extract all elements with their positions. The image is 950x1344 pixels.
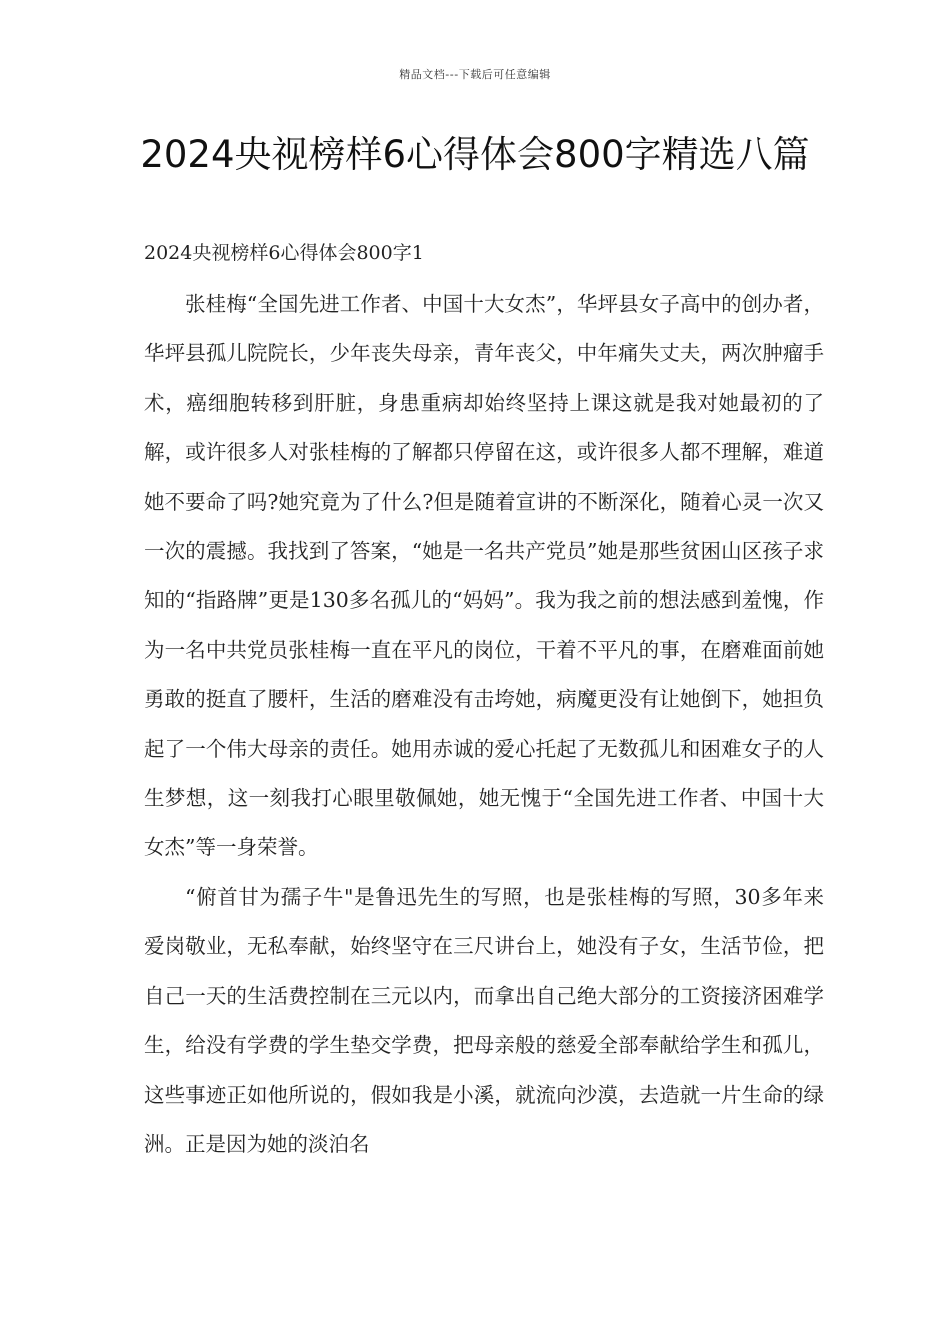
body-paragraph-1: 张桂梅“全国先进工作者、中国十大女杰”，华坪县女子高中的创办者，华坪县孤儿院院长，少年丧失母亲，青年丧父，中年痛失丈夫，两次肿瘤手术，癌细胞转移到肝脏，身患重病却始终坚持上课这就是我对她最初的了解，或许很多人对张桂梅的了解都只停留在这，或许很多人都不理解，难道她不要命了吗?她究竟为了什么?但是随着宣讲的不断深化，随着心灵一次又一次的震撼。我找到了答案，“她是一名共产党员”她是那些贫困山区孩子求知的“指路牌”更是130多名孤儿的“妈妈”。我为我之前的想法感到羞愧，作为一名中共党员张桂梅一直在平凡的岗位，干着不平凡的事，在磨难面前她勇敢的挺直了腰杆，生活的磨难没有击垮她，病魔更没有让她倒下，她担负起了一个伟大母亲的责任。她用赤诚的爱心托起了无数孤儿和困难女子的人生梦想，这一刻我打心眼里敬佩她，她无愧于“全国先进工作者、中国十大女杰”等一身荣誉。: [144, 292, 824, 860]
document-body: [144, 280, 824, 1169]
section-heading: 2024央视榜样6心得体会800字1: [144, 242, 424, 264]
document-title: 2024央视榜样6心得体会800字精选八篇: [140, 133, 810, 176]
body-paragraph-2: “俯首甘为孺子牛"是鲁迅先生的写照，也是张桂梅的写照，30多年来爱岗敬业，无私奉献，始终坚守在三尺讲台上，她没有子女，生活节俭，把自己一天的生活费控制在三元以内，而拿出自己绝大部分的工资接济困难学生，给没有学费的学生垫交学费，把母亲般的慈爱全部奉献给学生和孤儿，这些事迹正如他所说的，假如我是小溪，就流向沙漠，去造就一片生命的绿洲。正是因为她的淡泊名: [144, 884, 824, 1156]
header-note: 精品文档---下载后可任意编辑: [399, 68, 551, 81]
